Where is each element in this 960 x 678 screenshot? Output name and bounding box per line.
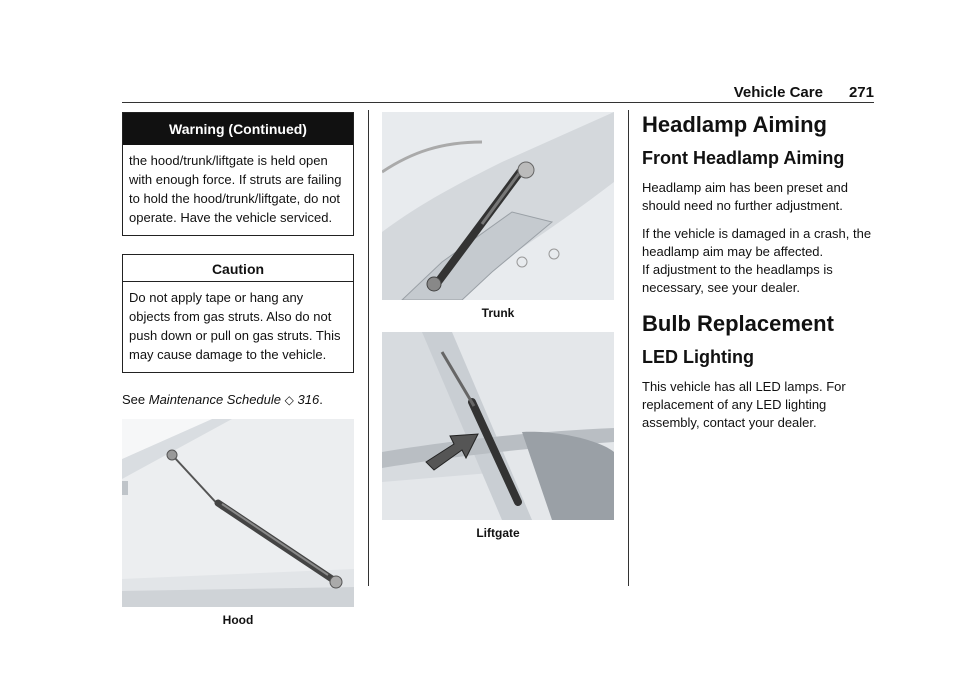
- trunk-figure: [382, 112, 614, 300]
- running-header: [734, 84, 874, 101]
- warning-text: the hood/trunk/liftgate is held open with enough force. If struts are failing to hold the hood/trunk/liftgate, do not operate. Have the vehicle serviced.: [129, 153, 342, 225]
- trunk-strut-illustration: [382, 112, 614, 300]
- liftgate-figure: [382, 332, 614, 520]
- see-prefix: See: [122, 392, 149, 407]
- hood-strut-illustration: [122, 419, 354, 607]
- caution-title: Caution: [123, 255, 353, 282]
- column-divider-2: [628, 110, 629, 586]
- page-number: 271: [848, 84, 874, 101]
- headlamp-aiming-heading: Headlamp Aiming: [642, 112, 827, 137]
- paragraph-preset: Headlamp aim has been preset and should need no further adjustment.: [642, 180, 848, 213]
- header-rule: [122, 102, 874, 103]
- warning-box: [122, 112, 354, 236]
- column-divider-1: [368, 110, 369, 586]
- reference-page: 316: [297, 392, 320, 407]
- trunk-caption: Trunk: [481, 306, 515, 320]
- section-title: Vehicle Care: [733, 84, 823, 101]
- paragraph-led: This vehicle has all LED lamps. For replacement of any LED lighting assembly, contact your dealer.: [642, 379, 846, 430]
- middle-column: [382, 112, 614, 540]
- hood-caption: Hood: [222, 613, 254, 627]
- caution-text: Do not apply tape or hang any objects from gas struts. Also do not push down or pull on gas struts. This may cause damage to the vehicle.: [129, 290, 341, 362]
- bulb-replacement-heading: Bulb Replacement: [642, 311, 834, 336]
- right-column: [642, 112, 874, 442]
- see-suffix: .: [319, 392, 323, 407]
- left-column: [122, 112, 354, 627]
- caution-box: [122, 254, 354, 373]
- page-reference-icon: ◇: [284, 393, 294, 407]
- warning-title: Warning (Continued): [123, 113, 353, 145]
- see-reference: [122, 391, 354, 409]
- hood-figure: [122, 419, 354, 607]
- front-headlamp-aiming-heading: Front Headlamp Aiming: [642, 148, 845, 168]
- liftgate-strut-illustration: [382, 332, 614, 520]
- paragraph-crash: If the vehicle is damaged in a crash, the headlamp aim may be affected.: [642, 226, 872, 259]
- reference-link[interactable]: Maintenance Schedule: [148, 392, 282, 407]
- led-lighting-heading: LED Lighting: [642, 347, 754, 367]
- paragraph-dealer: If adjustment to the headlamps is necessary, see your dealer.: [642, 262, 833, 295]
- liftgate-caption: Liftgate: [476, 526, 520, 540]
